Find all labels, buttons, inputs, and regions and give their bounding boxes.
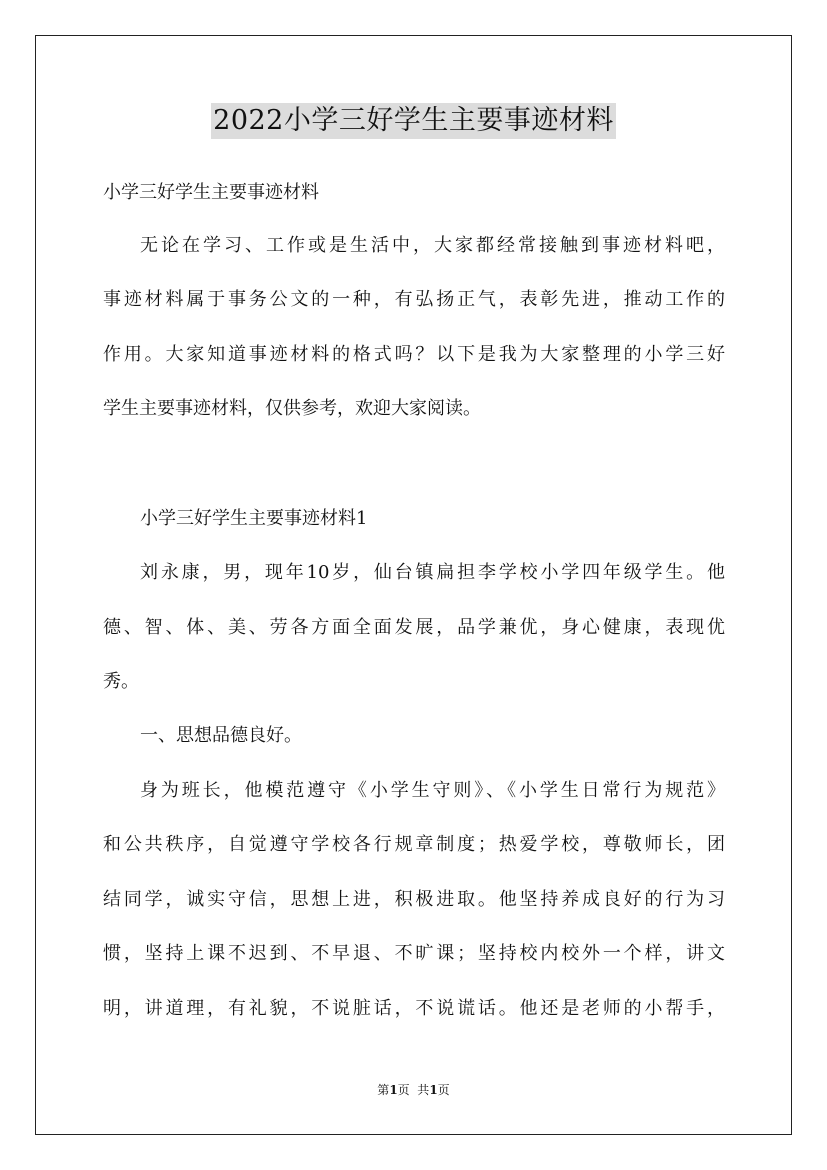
para2-line-2: 和公共秩序，自觉遵守学校各行规章制度；热爱学校，尊敬师长，团	[103, 834, 725, 855]
footer-page-number: 1	[389, 1083, 398, 1097]
para2-line-1: 身为班长，他模范遵守《小学生守则》、《小学生日常行为规范》	[140, 780, 725, 801]
para2-line-5: 明，讲道理，有礼貌，不说脏话，不说谎话。他还是老师的小帮手，	[103, 998, 725, 1019]
subheading-1: 一、思想品德良好。	[140, 725, 302, 746]
section-heading-1: 小学三好学生主要事迹材料1	[140, 508, 368, 529]
para2-line-4: 惯，坚持上课不迟到、不早退、不旷课；坚持校内校外一个样，讲文	[103, 943, 725, 964]
page-footer	[0, 1082, 827, 1098]
footer-total-pages: 1	[429, 1083, 438, 1097]
para1-line-2: 德、智、体、美、劳各方面全面发展，品学兼优，身心健康，表现优	[103, 617, 725, 638]
intro-line-1: 无论在学习、工作或是生活中，大家都经常接触到事迹材料吧，	[140, 235, 725, 256]
intro-line-4: 学生主要事迹材料，仅供参考，欢迎大家阅读。	[103, 398, 481, 419]
para1-line-1: 刘永康，男，现年10岁，仙台镇扁担李学校小学四年级学生。他	[140, 562, 725, 583]
footer-prefix: 第	[377, 1083, 390, 1097]
para2-line-3: 结同学，诚实守信，思想上进，积极进取。他坚持养成良好的行为习	[103, 889, 725, 910]
footer-suffix: 页	[437, 1083, 450, 1097]
intro-line-3: 作用。大家知道事迹材料的格式吗？以下是我为大家整理的小学三好	[103, 344, 725, 365]
intro-line-2: 事迹材料属于事务公文的一种，有弘扬正气，表彰先进，推动工作的	[103, 289, 725, 310]
subtitle-line: 小学三好学生主要事迹材料	[103, 182, 319, 203]
footer-mid: 页 共	[397, 1083, 430, 1097]
para1-line-3: 秀。	[103, 671, 139, 692]
document-title	[0, 103, 827, 139]
document-title-text: 2022小学三好学生主要事迹材料	[211, 103, 616, 139]
